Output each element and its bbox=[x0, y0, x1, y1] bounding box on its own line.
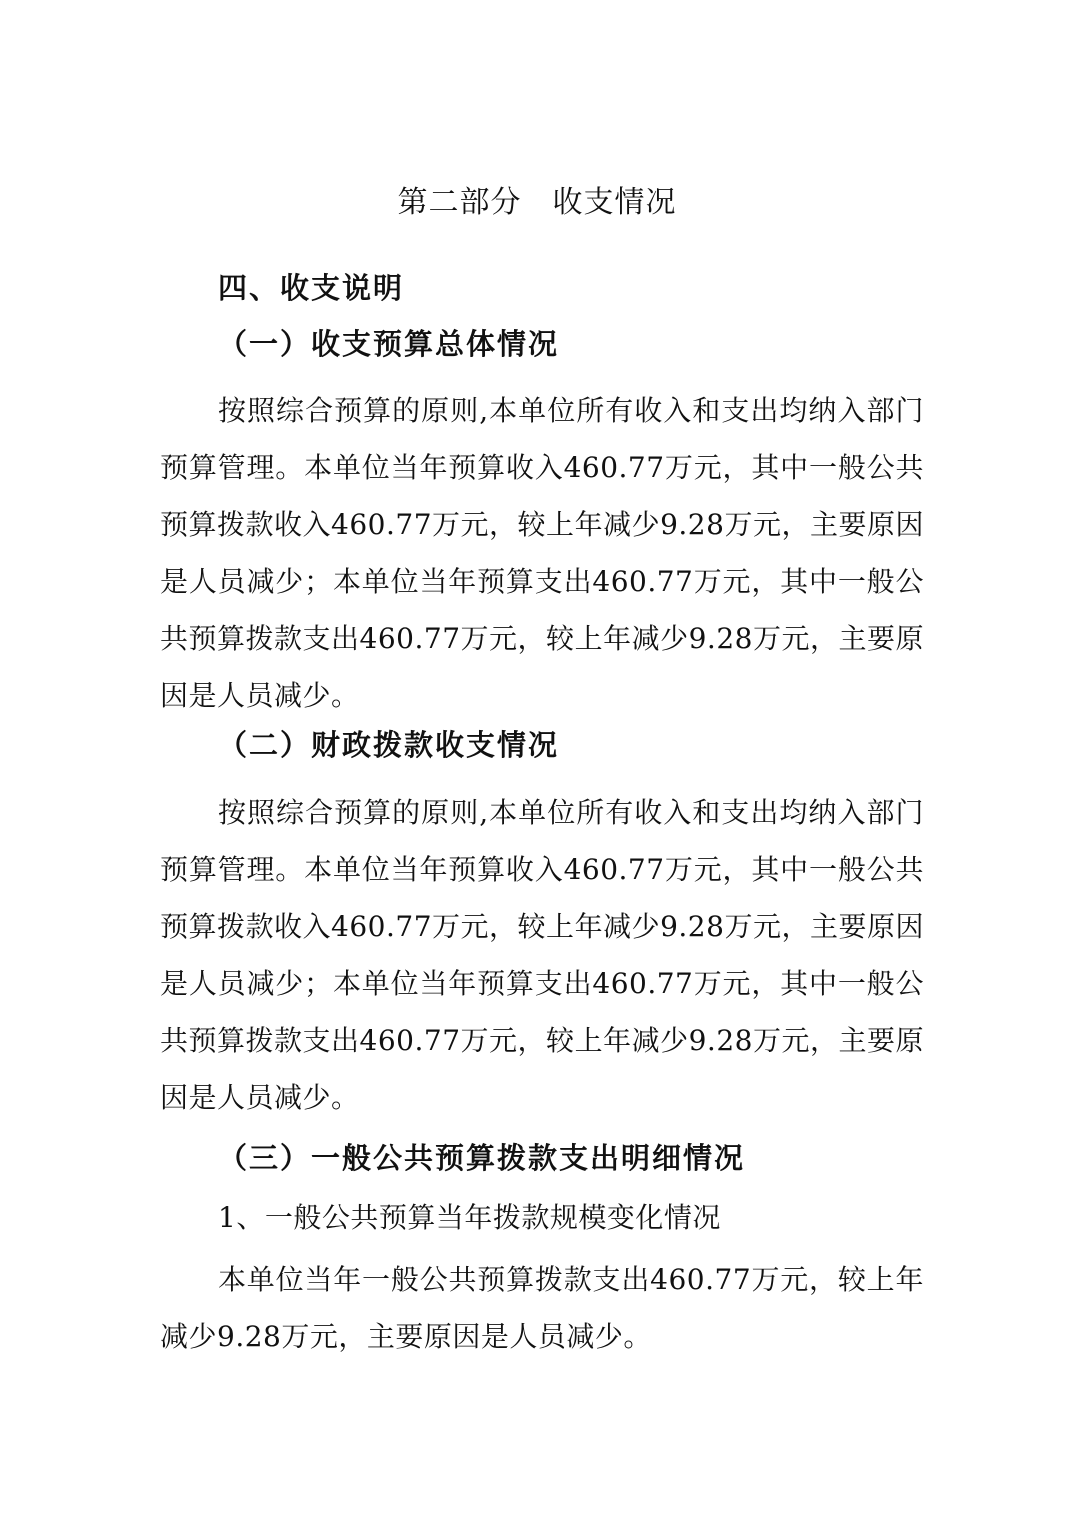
item-title: 1、一般公共预算当年拨款规模变化情况 bbox=[218, 1201, 721, 1234]
subsection-heading-1: （一）收支预算总体情况 bbox=[218, 327, 560, 361]
subsection-heading-3: （三）一般公共预算拨款支出明细情况 bbox=[218, 1141, 746, 1175]
subsection-paragraph-1: 按照综合预算的原则,本单位所有收入和支出均纳入部门预算管理。本单位当年预算收入460.77万元，其中一般公共预算拨款收入460.77万元，较上年减少9.28万元，主要原因是人员减少；本单位当年预算支出460.77万元，其中一般公共预算拨款支出460.77万元，较上年减少9.28万元，主要原因是人员减少。 bbox=[160, 394, 924, 712]
part-title: 第二部分 收支情况 bbox=[397, 185, 677, 220]
subsection-paragraph-3: 本单位当年一般公共预算拨款支出460.77万元，较上年减少9.28万元，主要原因是人员减少。 bbox=[160, 1263, 924, 1353]
subsection-paragraph-2: 按照综合预算的原则,本单位所有收入和支出均纳入部门预算管理。本单位当年预算收入460.77万元，其中一般公共预算拨款收入460.77万元，较上年减少9.28万元，主要原因是人员减少；本单位当年预算支出460.77万元，其中一般公共预算拨款支出460.77万元，较上年减少9.28万元，主要原因是人员减少。 bbox=[160, 796, 924, 1114]
subsection-heading-2: （二）财政拨款收支情况 bbox=[218, 728, 560, 762]
section-heading: 四、收支说明 bbox=[218, 271, 405, 305]
